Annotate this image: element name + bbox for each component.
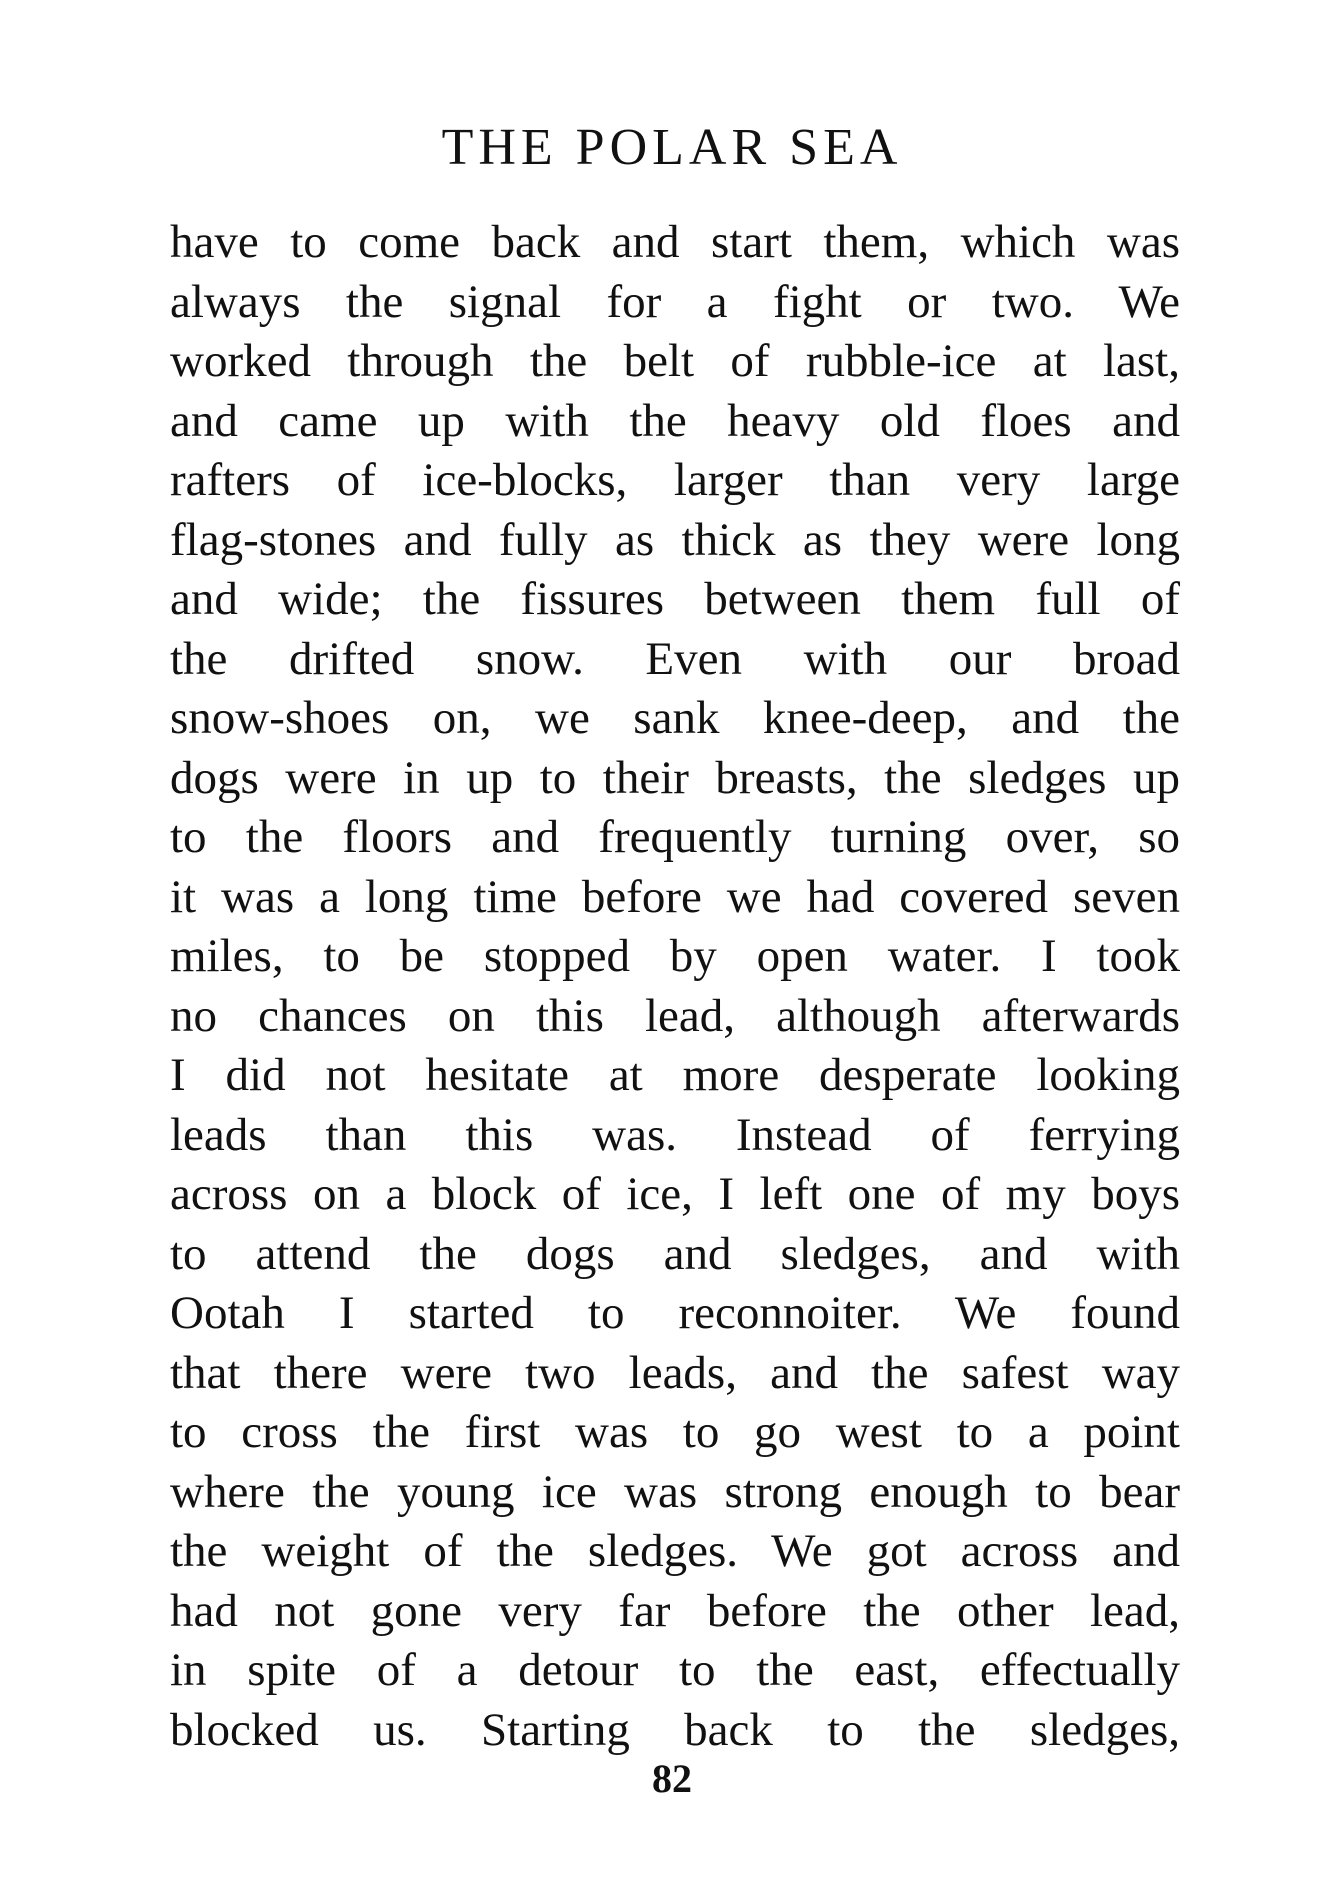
text-line: the drifted snow. Even with our broad [170, 632, 1180, 685]
text-line: have to come back and start them, which was [170, 216, 1180, 268]
text-line: to cross the first was to go west to a point [170, 1406, 1180, 1458]
text-line: leads than this was. Instead of ferrying [170, 1108, 1180, 1161]
text-line: flag-stones and fully as thick as they were long [170, 513, 1180, 566]
text-line: and came up with the heavy old floes and [170, 394, 1180, 447]
text-line: it was a long time before we had covered seven [170, 870, 1180, 923]
text-line: dogs were in up to their breasts, the sledges up [170, 751, 1180, 804]
running-head: THE POLAR SEA [441, 119, 903, 176]
text-line: rafters of ice-blocks, larger than very large [170, 454, 1180, 506]
text-line: always the signal for a fight or two. We [170, 275, 1180, 328]
page-number: 82 [652, 1756, 692, 1801]
text-line: worked through the belt of rubble-ice at last, [170, 335, 1180, 387]
text-line: had not gone very far before the other lead, [170, 1584, 1180, 1637]
text-line: snow-shoes on, we sank knee-deep, and the [170, 692, 1180, 744]
text-line: across on a block of ice, I left one of my boys [170, 1168, 1180, 1220]
body-text [170, 213, 1180, 1760]
text-line: to attend the dogs and sledges, and with [170, 1227, 1180, 1280]
text-line: in spite of a detour to the east, effectually [170, 1644, 1180, 1696]
text-line: the weight of the sledges. We got across and [170, 1525, 1180, 1577]
text-line: blocked us. Starting back to the sledges, [170, 1703, 1180, 1756]
text-line: that there were two leads, and the safest way [170, 1346, 1180, 1399]
text-line: and wide; the fissures between them full of [170, 573, 1180, 625]
text-line: I did not hesitate at more desperate looking [170, 1049, 1180, 1101]
text-line: Ootah I started to reconnoiter. We found [170, 1287, 1180, 1339]
text-line: miles, to be stopped by open water. I took [170, 930, 1180, 982]
text-line: no chances on this lead, although afterwards [170, 989, 1180, 1042]
text-line: to the floors and frequently turning over, so [170, 811, 1180, 863]
text-line: where the young ice was strong enough to bear [170, 1465, 1180, 1518]
